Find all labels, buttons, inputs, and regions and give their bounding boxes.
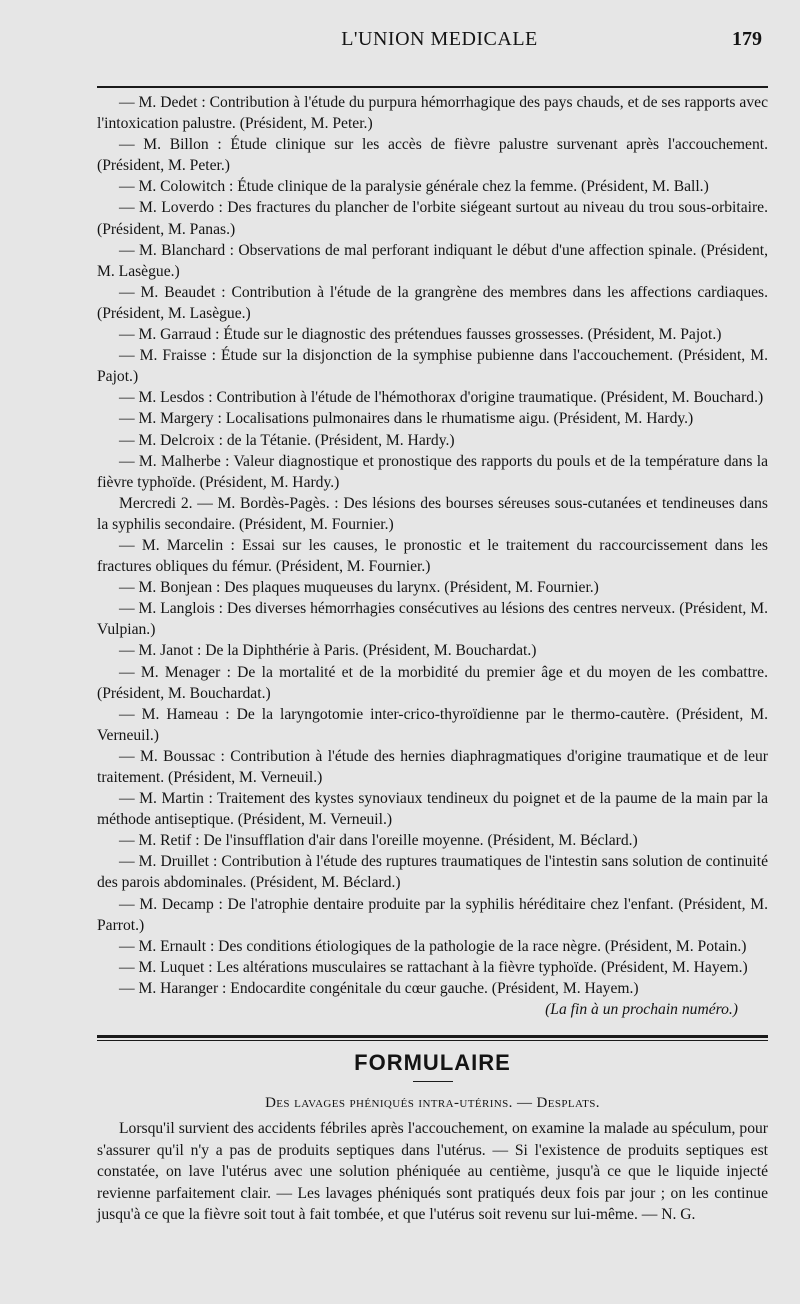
thesis-entry: — M. Loverdo : Des fractures du plancher de l'orbite siégeant surtout au niveau du trou sous-orbitaire. (Président, M. Panas.) [97, 199, 768, 238]
thesis-entry: — M. Ernault : Des conditions étiologiques de la pathologie de la race nègre. (Président, M. Potain.) [119, 937, 747, 955]
thesis-entry: — M. Fraisse : Étude sur la disjonction de la symphise pubienne dans l'accouchement. (Président, M. Pajot.) [97, 347, 768, 386]
thesis-entry: — M. Hameau : De la laryngotomie inter-crico-thyroïdienne par le thermo-cautère. (Président, M. Verneuil.) [97, 705, 768, 744]
thesis-entry: — M. Boussac : Contribution à l'étude des hernies diaphragmatiques d'origine traumatique et de leur traitement. (Président, M. Verneuil.) [97, 747, 768, 786]
thesis-entry: — M. Menager : De la mortalité et de la morbidité du premier âge et du moyen de les combattre. (Président, M. Bouchardat.) [97, 663, 768, 702]
thesis-entry: — M. Decamp : De l'atrophie dentaire produite par la syphilis héréditaire chez l'enfant. (Président, M. Parrot.) [97, 895, 768, 934]
thesis-entry: — M. Retif : De l'insufflation d'air dans l'oreille moyenne. (Président, M. Béclard.) [119, 832, 638, 850]
thesis-entry: — M. Bonjean : Des plaques muqueuses du larynx. (Président, M. Fournier.) [119, 579, 599, 597]
title-underline [413, 1081, 453, 1082]
continuation-note: (La fin à un prochain numéro.) [545, 1001, 738, 1019]
thesis-entry: — M. Blanchard : Observations de mal perforant indiquant le début d'une affection spinale. (Président, M. Lasègue.) [97, 241, 768, 280]
thesis-entry: — M. Martin : Traitement des kystes synoviaux tendineux du poignet et de la paume de la main par la méthode antiseptique. (Président, M. Verneuil.) [97, 790, 768, 829]
thesis-entry: — M. Beaudet : Contribution à l'étude de la grangrène des membres dans les affections cardiaques. (Président, M. Lasègue.) [97, 283, 768, 322]
article-title [97, 1092, 768, 1114]
thesis-entry: — M. Delcroix : de la Tétanie. (Président, M. Hardy.) [119, 431, 455, 449]
thesis-entry: Mercredi 2. — M. Bordès-Pagès. : Des lésions des bourses séreuses sous-cutanées et tendineuses dans la syphilis secondaire. (Président, M. Fournier.) [97, 494, 768, 533]
section-title: FORMULAIRE [354, 1050, 511, 1076]
running-head [97, 28, 768, 54]
section-rule [97, 1035, 768, 1038]
thesis-entry: — M. Marcelin : Essai sur les causes, le pronostic et le traitement du raccourcissement dans les fractures obliques du fémur. (Président, M. Fournier.) [97, 536, 768, 576]
thesis-entry: — M. Druillet : Contribution à l'étude des ruptures traumatiques de l'intestin sans solution de continuité des parois abdominales. (Président, M. Béclard.) [97, 853, 768, 892]
thesis-entry: — M. Colowitch : Étude clinique de la paralysie générale chez la femme. (Président, M. Ball.) [119, 178, 709, 196]
thesis-entry: — M. Garraud : Étude sur le diagnostic des prétendues fausses grossesses. (Président, M. Pajot.) [119, 326, 722, 344]
page-number: 179 [732, 28, 762, 50]
thesis-entry: — M. Margery : Localisations pulmonaires dans le rhumatisme aigu. (Président, M. Hardy.) [119, 410, 694, 428]
thesis-entry: — M. Janot : De la Diphthérie à Paris. (Président, M. Bouchardat.) [119, 642, 537, 660]
thesis-entry: — M. Langlois : Des diverses hémorrhagies consécutives au lésions des centres nerveux. (Président, M. Vulpian.) [97, 600, 768, 639]
thesis-entry: — M. Malherbe : Valeur diagnostique et pronostique des rapports du pouls et de la température dans la fièvre typhoïde. (Président, M. Hardy.) [97, 452, 768, 491]
header-rule [97, 86, 768, 88]
article-body: Lorsqu'il survient des accidents fébriles après l'accouchement, on examine la malade au spéculum, pour s'assurer qu'il n'y a pas de produits septiques dans l'utérus. — Si l'existence de produits septiques est constatée, on lave l'utérus avec une solution phéniquée au centième, jusqu'à ce que le liquide injecté revienne parfaitement clair. — Les lavages phéniqués sont pratiqués deux fois par jour ; on les continue jusqu'à ce que la fièvre soit tout à fait tombée, et que l'utérus soit revenu sur lui-même. — N. G. [97, 1120, 768, 1224]
section-rule-thin [97, 1040, 768, 1041]
thesis-entry: — M. Lesdos : Contribution à l'étude de l'hémothorax d'origine traumatique. (Président, M. Bouchard.) [119, 389, 764, 407]
thesis-entry: — M. Billon : Étude clinique sur les accès de fièvre palustre survenant après l'accouchement. (Président, M. Peter.) [97, 136, 768, 175]
article-title-text: Des lavages phéniqués intra-utérins. — Desplats. [265, 1095, 600, 1112]
thesis-entry: — M. Luquet : Les altérations musculaires se rattachant à la fièvre typhoïde. (Président, M. Hayem.) [119, 958, 748, 976]
thesis-entry: — M. Dedet : Contribution à l'étude du purpura hémorrhagique des pays chauds, et de ses rapports avec l'intoxication palustre. (Président, M. Peter.) [97, 94, 768, 133]
journal-title: L'UNION MEDICALE [341, 28, 538, 50]
thesis-entry: — M. Haranger : Endocardite congénitale du cœur gauche. (Président, M. Hayem.) [119, 979, 639, 997]
thesis-list [97, 92, 768, 999]
